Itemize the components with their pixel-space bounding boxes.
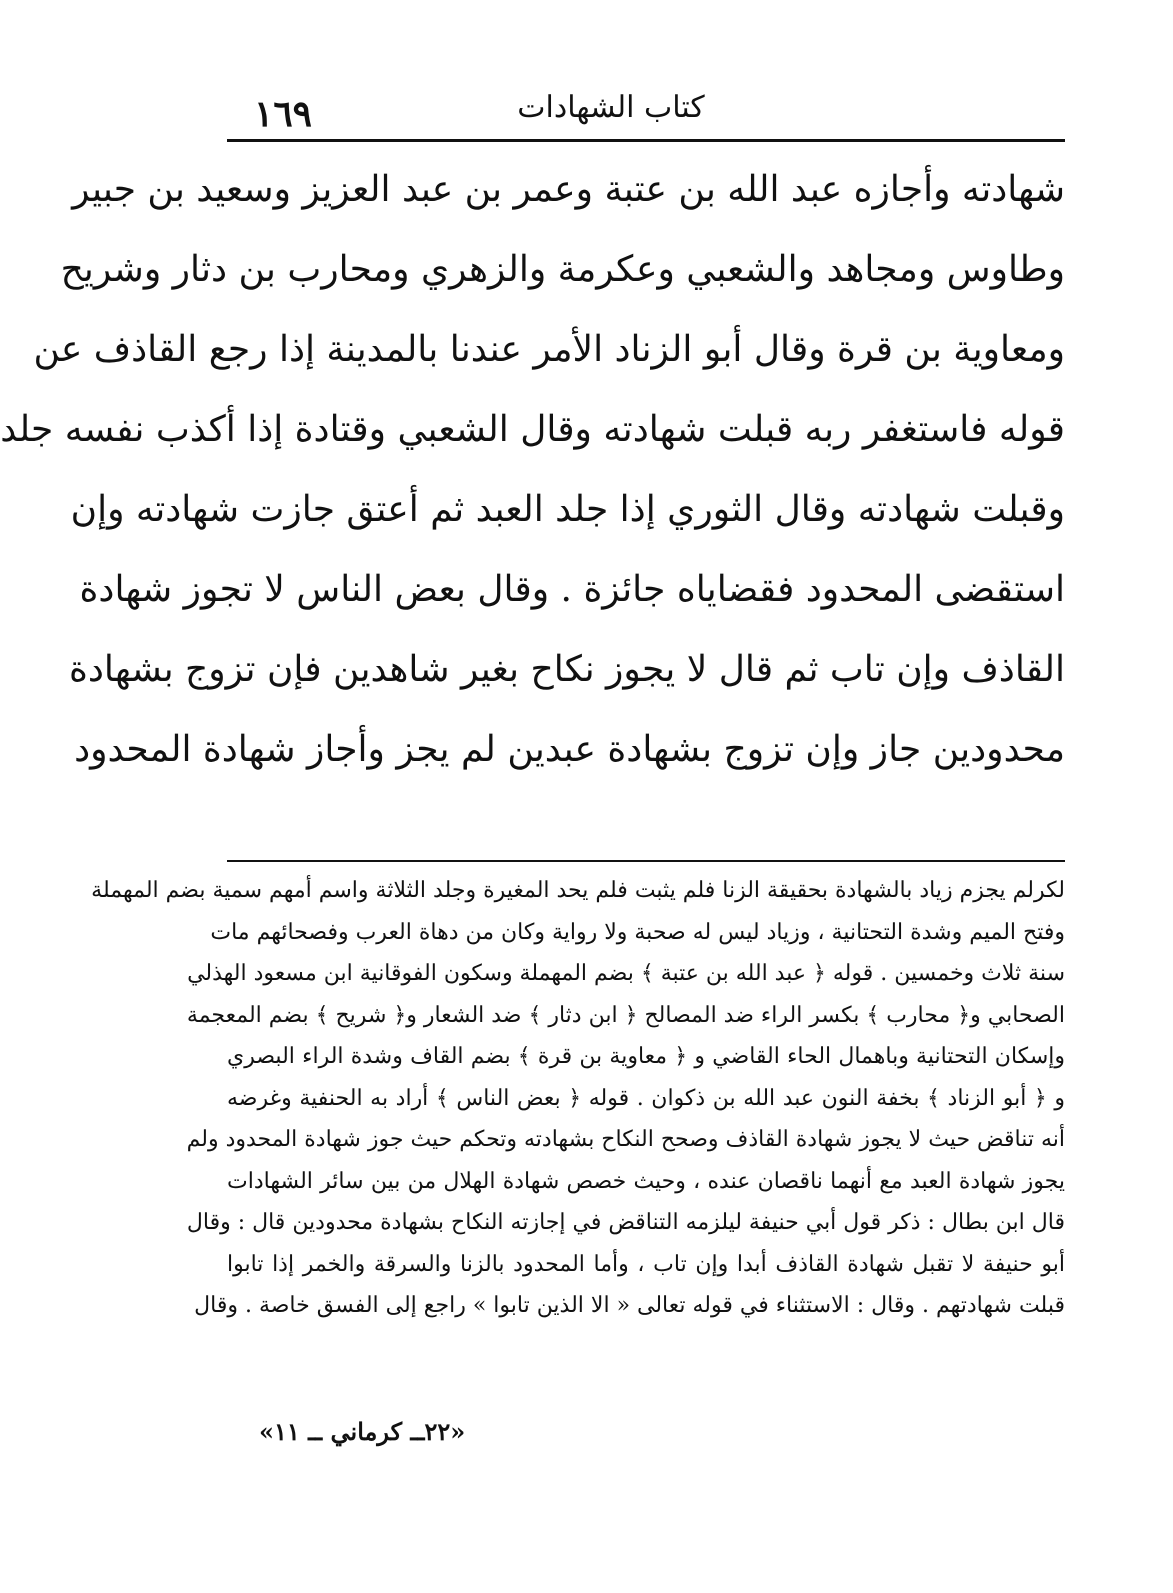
page-number: ١٦٩ <box>254 93 313 135</box>
main-text-line: ومعاوية بن قرة وقال أبو الزناد الأمر عندنا بالمدينة إذا رجع القاذف عن <box>33 329 1065 370</box>
main-text-line: شهادته وأجازه عبد الله بن عتبة وعمر بن عبد العزيز وسعيد بن جبير <box>72 169 1065 210</box>
commentary-line: الصحابي و﴿ محارب ﴾ بكسر الراء ضد المصالح ﴿ ابن دثار ﴾ ضد الشعار و﴿ شريح ﴾ بضم المعجمة <box>186 1002 1065 1028</box>
commentary-line: و ﴿ أبو الزناد ﴾ بخفة النون عبد الله بن ذكوان . قوله ﴿ بعض الناس ﴾ أراد به الحنفية وغرضه <box>227 1085 1066 1111</box>
commentary-line: يجوز شهادة العبد مع أنهما ناقصان عنده ، وحيث خصص شهادة الهلال من بين سائر الشهادات <box>227 1168 1065 1194</box>
commentary-line: قال ابن بطال : ذكر قول أبي حنيفة ليلزمه التناقض في إجازته النكاح بشهادة محدودين قال : وقال <box>186 1210 1065 1235</box>
commentary-line: قبلت شهادتهم . وقال : الاستثناء في قوله تعالى « الا الذين تابوا » راجع إلى الفسق خاصة . وقال <box>194 1293 1065 1318</box>
commentary-line: وإسكان التحتانية وباهمال الحاء القاضي و ﴿ معاوية بن قرة ﴾ بضم القاف وشدة الراء البصري <box>227 1044 1065 1069</box>
footnote-separator <box>227 860 1065 862</box>
main-text-line: وطاوس ومجاهد والشعبي وعكرمة والزهري ومحارب بن دثار وشريح <box>60 249 1065 290</box>
commentary-block <box>91 870 1066 1327</box>
commentary-line: أنه تناقض حيث لا يجوز شهادة القاذف وصحح النكاح بشهادته وتحكم حيث جوز شهادة المحدود ولم <box>186 1127 1065 1152</box>
main-text-line: القاذف وإن تاب ثم قال لا يجوز نكاح بغير شاهدين فإن تزوج بشهادة <box>69 649 1065 690</box>
main-text-line: استقضى المحدود فقضاياه جائزة . وقال بعض الناس لا تجوز شهادة <box>79 569 1065 610</box>
commentary-line: أبو حنيفة لا تقبل شهادة القاذف أبدا وإن تاب ، وأما المحدود بالزنا والسرقة والخمر إذا تابوا <box>227 1251 1065 1277</box>
commentary-line: سنة ثلاث وخمسين . قوله ﴿ عبد الله بن عتبة ﴾ بضم المهملة وسكون الفوقانية ابن مسعود الهذلي <box>187 961 1065 986</box>
main-text-line: قوله فاستغفر ربه قبلت شهادته وقال الشعبي وقتادة إذا أكذب نفسه جلد <box>0 409 1065 450</box>
commentary-line: وفتح الميم وشدة التحتانية ، وزياد ليس له صحبة ولا رواية وكان من دهاة العرب وفصحائهم مات <box>210 919 1065 945</box>
printer-signature: «٢٢ــ كرماني ــ ١١» <box>259 1417 466 1446</box>
main-text-block <box>0 150 1065 790</box>
commentary-line: لكرلم يجزم زياد بالشهادة بحقيقة الزنا فلم يثبت فلم يحد المغيرة وجلد الثلاثة واسم أمهم سمية بضم المهملة <box>91 878 1065 903</box>
main-text-line: وقبلت شهادته وقال الثوري إذا جلد العبد ثم أعتق جازت شهادته وإن <box>70 489 1065 530</box>
main-text-line: محدودين جاز وإن تزوج بشهادة عبدين لم يجز وأجاز شهادة المحدود <box>74 729 1065 770</box>
chapter-title: كتاب الشهادات <box>517 90 705 125</box>
header-rule <box>227 139 1065 142</box>
